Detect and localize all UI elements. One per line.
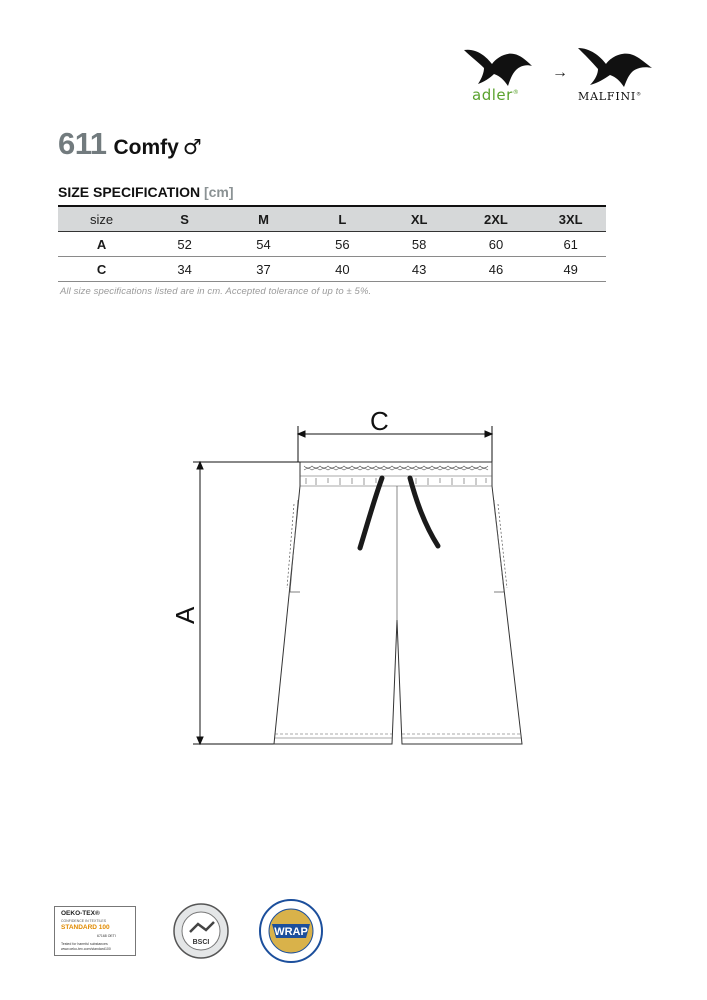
- eagle-icon: [462, 44, 542, 88]
- table-cell: 54: [256, 236, 271, 252]
- row-label: C: [96, 261, 107, 277]
- table-cell: 43: [411, 261, 427, 277]
- table-row: [58, 232, 606, 257]
- product-code: 611: [58, 126, 107, 161]
- oeko-code: 67168 OETI: [97, 934, 116, 938]
- table-cell: 61: [563, 236, 578, 252]
- header-size-2xl: 2XL: [484, 211, 508, 227]
- table-cell: 34: [177, 261, 192, 277]
- tolerance-note: All size specifications listed are in cm. Accepted tolerance of up to ± 5%.: [60, 286, 372, 297]
- oeko-subtitle: CONFIDENCE IN TEXTILES: [61, 919, 107, 923]
- male-icon: ♂: [182, 135, 202, 159]
- shorts-diagram: [160, 395, 540, 765]
- table-cell: 60: [488, 236, 504, 252]
- table-cell: 40: [335, 261, 350, 277]
- arrow-icon: →: [552, 64, 568, 81]
- header-size-xl: XL: [410, 211, 428, 227]
- oeko-tested: Tested for harmful substances www.oeko-tex.com/standard100: [61, 942, 111, 951]
- malfini-logo: [574, 44, 664, 108]
- spec-heading: [58, 184, 234, 200]
- dimension-c-label: C: [370, 406, 389, 436]
- bsci-badge: [172, 902, 230, 960]
- dimension-c: [298, 426, 492, 462]
- malfini-wordmark: MALFINI®: [578, 90, 642, 103]
- oeko-standard: STANDARD 100: [61, 924, 110, 931]
- product-name: Comfy: [113, 136, 179, 159]
- adler-wordmark: adler®: [472, 86, 520, 104]
- spec-unit: [cm]: [203, 184, 234, 200]
- table-cell: 46: [488, 261, 504, 277]
- size-table: [58, 205, 606, 282]
- header-size-label: size: [90, 211, 114, 227]
- table-header-row: [58, 206, 606, 232]
- table-cell: 37: [256, 261, 271, 277]
- header-size-s: S: [180, 211, 189, 227]
- eagle-icon: [574, 44, 660, 88]
- bsci-label: BSCI: [192, 939, 210, 946]
- header-size-m: M: [258, 211, 269, 227]
- table-row: [58, 257, 606, 282]
- oeko-tex-badge: [54, 906, 136, 956]
- header-size-l: L: [338, 211, 347, 227]
- wrap-badge: [258, 898, 324, 964]
- wrap-label: WRAP: [274, 926, 308, 938]
- oeko-title: OEKO-TEX®: [61, 910, 100, 917]
- shorts-outline: [274, 462, 522, 744]
- row-label: A: [96, 236, 107, 252]
- table-cell: 56: [335, 236, 350, 252]
- table-cell: 52: [177, 236, 192, 252]
- header-size-3xl: 3XL: [558, 211, 583, 227]
- adler-logo: [462, 44, 542, 108]
- spec-heading-text: SIZE SPECIFICATION: [58, 184, 201, 200]
- dimension-a-label: A: [170, 606, 200, 624]
- table-cell: 49: [563, 261, 578, 277]
- table-cell: 58: [411, 236, 427, 252]
- product-title: [58, 126, 202, 162]
